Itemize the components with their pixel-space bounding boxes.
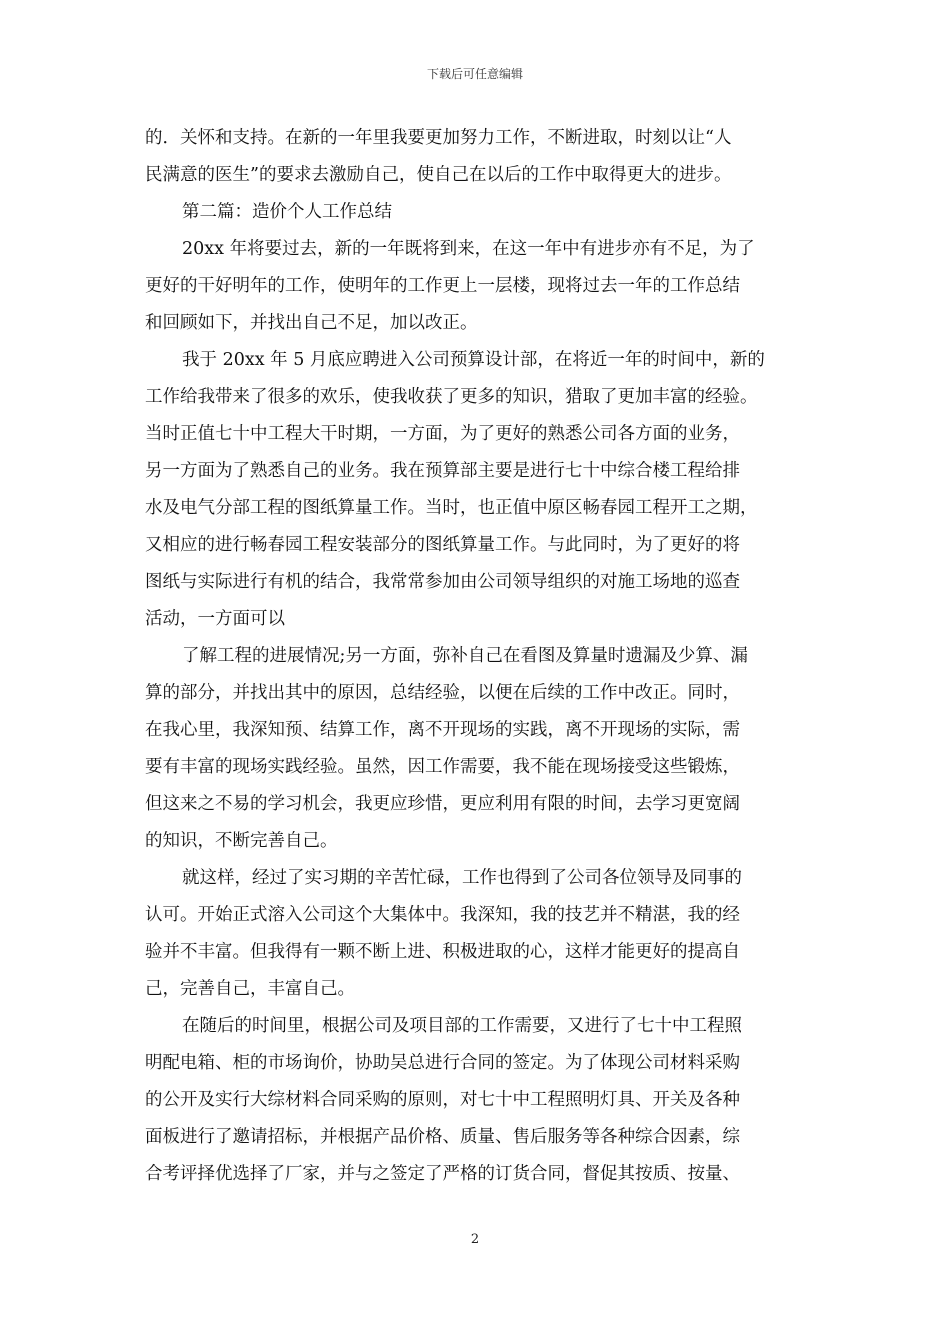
text-line: 和回顾如下，并找出自己不足，加以改正。	[145, 313, 478, 333]
text-line: 的公开及实行大综材料合同采购的原则，对七十中工程照明灯具、开关及各种	[145, 1090, 740, 1110]
text-line: 工作给我带来了很多的欢乐，使我收获了更多的知识，猎取了更加丰富的经验。	[145, 387, 758, 407]
text-line: 算的部分，并找出其中的原因，总结经验，以便在后续的工作中改正。同时，	[145, 683, 740, 703]
text-line: 当时正值七十中工程大干时期，一方面，为了更好的熟悉公司各方面的业务，	[145, 424, 740, 444]
text-line: 更好的干好明年的工作，使明年的工作更上一层楼，现将过去一年的工作总结	[145, 276, 740, 296]
text-line: 的知识，不断完善自己。	[145, 831, 338, 851]
text-line: 认可。开始正式溶入公司这个大集体中。我深知，我的技艺并不精湛，我的经	[145, 905, 740, 925]
page-number: 2	[470, 1232, 480, 1247]
paragraph-first-line: 了解工程的进展情况;另一方面，弥补自己在看图及算量时遗漏及少算、漏	[182, 646, 748, 666]
page-header: 下载后可任意编辑	[426, 67, 523, 81]
text-line: 面板进行了邀请招标，并根据产品价格、质量、售后服务等各种综合因素，综	[145, 1127, 740, 1147]
text-line: 民满意的医生”的要求去激励自己，使自己在以后的工作中取得更大的进步。	[145, 165, 732, 185]
paragraph-first-line: 第二篇：造价个人工作总结	[182, 202, 392, 222]
text-line: 图纸与实际进行有机的结合，我常常参加由公司领导组织的对施工场地的巡查	[145, 572, 740, 592]
text-line: 的．关怀和支持。在新的一年里我要更加努力工作，不断进取，时刻以让“人	[145, 128, 732, 148]
text-line: 合考评择优选择了厂家，并与之签定了严格的订货合同，督促其按质、按量、	[145, 1164, 740, 1184]
text-line: 己，完善自己，丰富自己。	[145, 979, 355, 999]
text-line: 明配电箱、柜的市场询价，协助吴总进行合同的签定。为了体现公司材料采购	[145, 1053, 740, 1073]
document-body	[145, 120, 805, 1193]
paragraph-first-line: 就这样，经过了实习期的辛苦忙碌，工作也得到了公司各位领导及同事的	[182, 868, 742, 888]
text-line: 活动，一方面可以	[145, 609, 285, 629]
text-line: 要有丰富的现场实践经验。虽然，因工作需要，我不能在现场接受这些锻炼，	[145, 757, 740, 777]
text-line: 在我心里，我深知预、结算工作，离不开现场的实践，离不开现场的实际，需	[145, 720, 740, 740]
text-line: 水及电气分部工程的图纸算量工作。当时，也正值中原区畅春园工程开工之期，	[145, 498, 758, 518]
text-line: 验并不丰富。但我得有一颗不断上进、积极进取的心，这样才能更好的提高自	[145, 942, 740, 962]
paragraph-first-line: 我于 20xx 年 5 月底应聘进入公司预算设计部，在将近一年的时间中，新的	[182, 350, 765, 370]
text-line: 又相应的进行畅春园工程安装部分的图纸算量工作。与此同时，为了更好的将	[145, 535, 740, 555]
text-line: 但这来之不易的学习机会，我更应珍惜，更应利用有限的时间，去学习更宽阔	[145, 794, 740, 814]
paragraph-first-line: 20xx 年将要过去，新的一年既将到来，在这一年中有进步亦有不足，为了	[182, 239, 755, 259]
paragraph-first-line: 在随后的时间里，根据公司及项目部的工作需要，又进行了七十中工程照	[182, 1016, 742, 1036]
text-line: 另一方面为了熟悉自己的业务。我在预算部主要是进行七十中综合楼工程给排	[145, 461, 740, 481]
